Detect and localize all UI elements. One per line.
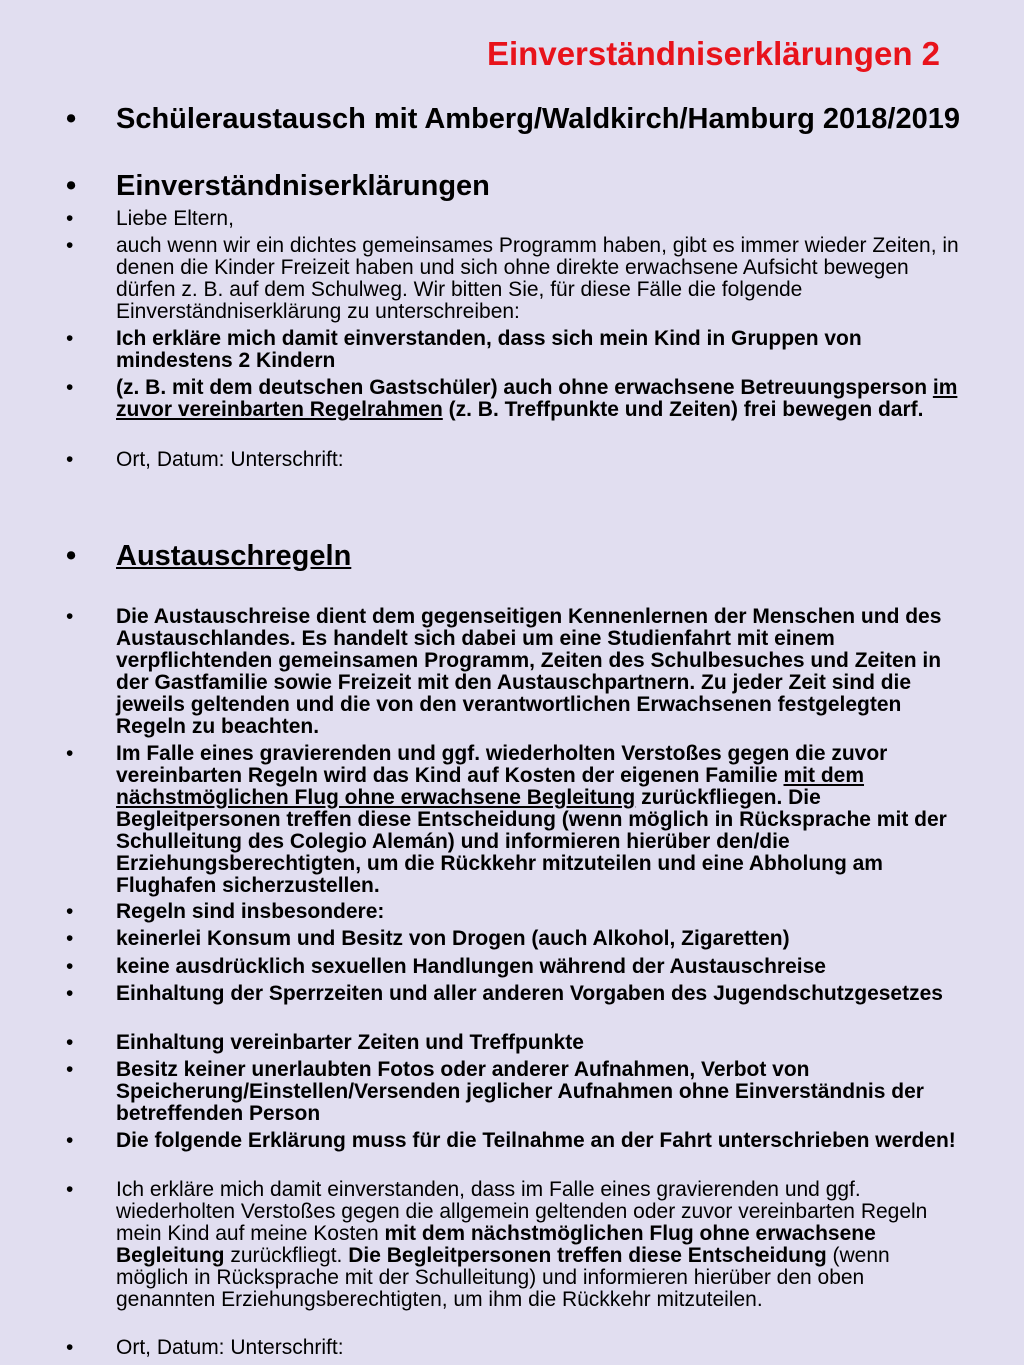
signature-line-1: • Ort, Datum: Unterschrift: [116,449,962,471]
page-title: Einverständniserklärungen 2 [487,35,940,72]
rule-item: • keine ausdrücklich sexuellen Handlungen während der Austauschreise [116,956,962,978]
rules-paragraph-2 [116,743,962,897]
declaration-bold: Die Begleitpersonen treffen diese Entscheidung [348,1244,827,1267]
consent-statement-1: • Ich erkläre mich damit einverstanden, dass sich mein Kind in Gruppen von mindestens 2 Kindern [116,328,962,372]
rule-item: • keinerlei Konsum und Besitz von Drogen (auch Alkohol, Zigaretten) [116,928,962,950]
declaration-text: zurückfliegt. [224,1244,349,1267]
declaration-paragraph [116,1179,962,1311]
intro-paragraph: • auch wenn wir ein dichtes gemeinsames Programm haben, gibt es immer wieder Zeiten, in denen die Kinder Freizeit haben und sich ohne direkte erwachsene Aufsicht bewegen dürfen z. B. auf dem Schulweg. Wir bitten Sie, für diese Fälle die folgende Einverständniserklärung zu unterschreiben: [116,235,962,323]
rules-text-end: zurückfliegen. Die Begleitpersonen treffen diese Entscheidung (wenn möglich in Rücksprache mit der Schulleitung des Colegio Alemán) und informieren hierüber den/die Erziehungsberechtigten, um die Rückkehr mitzuteilen und eine Abholung am Flughafen sicherzustellen. [116,786,947,897]
rules-text: Im Falle eines gravierenden und ggf. wiederholten Verstoßes gegen die zuvor vereinbarten Regeln wird das Kind auf Kosten der eigenen Familie [116,742,888,787]
consent-text-end: (z. B. Treffpunkte und Zeiten) frei bewegen darf. [442,398,924,421]
rules-paragraph-1: • Die Austauschreise dient dem gegenseitigen Kennenlernen der Menschen und des Austauschlandes. Es handelt sich dabei um eine Studienfahrt mit einem verpflichtenden gemeinsamen Programm, Zeiten des Schulbesuches und Zeiten in der Gastfamilie sowie Freizeit mit den Austauschpartnern. Zu jeder Zeit sind die jeweils geltenden und die von den verantwortlichen Erwachsenen festgelegten Regeln zu beachten. [116,606,962,738]
exchange-heading: • Schüleraustausch mit Amberg/Waldkirch/Hamburg 2018/2019 [116,104,962,134]
rule-item: • Einhaltung der Sperrzeiten und aller anderen Vorgaben des Jugendschutzgesetzes [116,983,962,1005]
greeting: • Liebe Eltern, [116,208,962,230]
consent-text: (z. B. mit dem deutschen Gastschüler) auch ohne erwachsene Betreuungsperson [116,376,933,399]
consent-statement-2 [116,377,962,421]
rules-heading: • Austauschregeln [116,541,962,571]
declaration-text: (wenn möglich in Rücksprache mit der Schulleitung) und informieren hierüber den oben genannten Erziehungsberechtigten, um ihm die Rückkehr mitzuteilen. [116,1244,890,1311]
consent-underlined: im zuvor vereinbarten Regelrahmen [116,376,958,421]
consent-subheading: • Einverständniserklärungen [116,171,962,201]
declaration-bold: mit dem nächstmöglichen Flug ohne erwachsene Begleitung [116,1222,876,1267]
rules-underlined: mit dem nächstmöglichen Flug ohne erwachsene Begleitung [116,764,865,809]
signature-line-2: • Ort, Datum: Unterschrift: [116,1337,962,1359]
rule-item: • Einhaltung vereinbarter Zeiten und Treffpunkte [116,1032,962,1054]
rule-item: • Besitz keiner unerlaubten Fotos oder anderer Aufnahmen, Verbot von Speicherung/Einstellen/Versenden jeglicher Aufnahmen ohne Einverständnis der betreffenden Person [116,1059,962,1125]
rules-intro: • Regeln sind insbesondere: [116,901,962,923]
declaration-text: Ich erkläre mich damit einverstanden, dass im Falle eines gravierenden und ggf. wiederholten Verstoßes gegen die allgemein geltenden oder zuvor vereinbarten Regeln mein Kind auf meine Kosten [116,1178,928,1245]
signature-notice: • Die folgende Erklärung muss für die Teilnahme an der Fahrt unterschrieben werden! [116,1130,962,1152]
